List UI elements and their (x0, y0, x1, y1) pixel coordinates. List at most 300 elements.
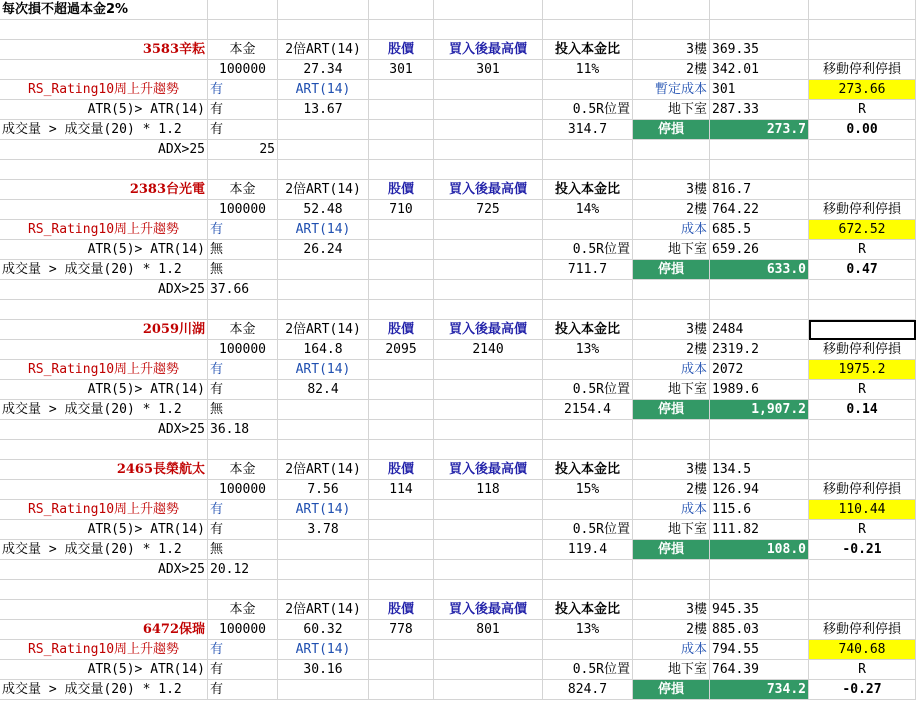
two-atr-value-cell[interactable]: 164.8 (278, 340, 369, 360)
cell[interactable] (434, 100, 543, 120)
cell[interactable] (278, 440, 369, 460)
cell[interactable] (0, 440, 208, 460)
high-after-buy-value-cell[interactable]: 118 (434, 480, 543, 500)
floor2-label-cell[interactable]: 2樓 (633, 200, 710, 220)
atr14-value-cell[interactable]: 82.4 (278, 380, 369, 400)
cell[interactable] (543, 640, 633, 660)
price-header-cell[interactable]: 股價 (369, 460, 434, 480)
adx-label-cell[interactable]: ADX>25 (0, 280, 208, 300)
atr-compare-label-cell[interactable]: ATR(5)> ATR(14) (0, 100, 208, 120)
adx-value-cell[interactable]: 20.12 (208, 560, 278, 580)
atr-compare-label-cell[interactable]: ATR(5)> ATR(14) (0, 520, 208, 540)
high-after-buy-value-cell[interactable]: 801 (434, 620, 543, 640)
cell[interactable] (0, 580, 208, 600)
half-r-label-cell[interactable]: 0.5R位置 (543, 380, 633, 400)
floor3-value-cell[interactable]: 369.35 (710, 40, 809, 60)
half-r-label-cell[interactable]: 0.5R位置 (543, 520, 633, 540)
cell[interactable] (633, 160, 710, 180)
stop-loss-label-cell[interactable]: 停損 (633, 400, 710, 420)
cost-label-cell[interactable]: 成本 (633, 220, 710, 240)
trailing-stop-label-cell[interactable]: 移動停利停損 (809, 620, 916, 640)
rs-flag-cell[interactable]: 有 (208, 500, 278, 520)
cell[interactable] (710, 580, 809, 600)
cell[interactable] (809, 160, 916, 180)
floor3-label-cell[interactable]: 3樓 (633, 600, 710, 620)
cell[interactable] (710, 300, 809, 320)
cell[interactable] (0, 300, 208, 320)
trailing-stop-value-cell[interactable]: 672.52 (809, 220, 916, 240)
cell[interactable] (434, 500, 543, 520)
cell[interactable] (369, 400, 434, 420)
rs-rating-label-cell[interactable]: RS_Rating10周上升趨勢 (0, 360, 208, 380)
principal-value-cell[interactable]: 100000 (208, 340, 278, 360)
stop-loss-label-cell[interactable]: 停損 (633, 540, 710, 560)
cell[interactable] (434, 400, 543, 420)
cell[interactable] (369, 120, 434, 140)
price-header-cell[interactable]: 股價 (369, 180, 434, 200)
cell[interactable] (278, 400, 369, 420)
half-r-value-cell[interactable]: 119.4 (543, 540, 633, 560)
cell[interactable] (543, 220, 633, 240)
adx-label-cell[interactable]: ADX>25 (0, 560, 208, 580)
cell[interactable] (0, 60, 208, 80)
floor3-label-cell[interactable]: 3樓 (633, 460, 710, 480)
cell[interactable] (434, 660, 543, 680)
cell[interactable] (369, 0, 434, 20)
basement-value-cell[interactable]: 764.39 (710, 660, 809, 680)
volume-compare-label-cell[interactable]: 成交量 > 成交量(20) * 1.2 (0, 680, 208, 700)
r-value-cell[interactable]: -0.21 (809, 540, 916, 560)
cell[interactable] (434, 440, 543, 460)
adx-label-cell[interactable]: ADX>25 (0, 140, 208, 160)
trailing-stop-label-cell[interactable]: 移動停利停損 (809, 340, 916, 360)
principal-value-cell[interactable]: 100000 (208, 480, 278, 500)
rs-rating-label-cell[interactable]: RS_Rating10周上升趨勢 (0, 640, 208, 660)
invest-ratio-value-cell[interactable]: 15% (543, 480, 633, 500)
r-label-cell[interactable]: R (809, 100, 916, 120)
r-value-cell[interactable]: 0.47 (809, 260, 916, 280)
stop-loss-value-cell[interactable]: 108.0 (710, 540, 809, 560)
cell[interactable] (369, 260, 434, 280)
cell[interactable] (710, 280, 809, 300)
floor3-value-cell[interactable]: 945.35 (710, 600, 809, 620)
cell[interactable] (434, 300, 543, 320)
cell[interactable] (710, 560, 809, 580)
floor2-label-cell[interactable]: 2樓 (633, 340, 710, 360)
half-r-label-cell[interactable]: 0.5R位置 (543, 240, 633, 260)
r-value-cell[interactable]: 0.14 (809, 400, 916, 420)
cell[interactable] (369, 500, 434, 520)
cost-label-cell[interactable]: 成本 (633, 640, 710, 660)
floor2-value-cell[interactable]: 2319.2 (710, 340, 809, 360)
price-value-cell[interactable]: 301 (369, 60, 434, 80)
volume-compare-label-cell[interactable]: 成交量 > 成交量(20) * 1.2 (0, 260, 208, 280)
cell[interactable] (369, 560, 434, 580)
cell[interactable] (369, 420, 434, 440)
cell[interactable] (278, 420, 369, 440)
basement-value-cell[interactable]: 287.33 (710, 100, 809, 120)
invest-ratio-header-cell[interactable]: 投入本金比 (543, 180, 633, 200)
cell[interactable] (208, 0, 278, 20)
stop-loss-label-cell[interactable]: 停損 (633, 680, 710, 700)
cell[interactable] (434, 240, 543, 260)
cell[interactable] (369, 540, 434, 560)
cell[interactable] (0, 340, 208, 360)
cell[interactable] (543, 440, 633, 460)
high-after-buy-header-cell[interactable]: 買入後最高價 (434, 180, 543, 200)
cell[interactable] (369, 660, 434, 680)
stop-loss-value-cell[interactable]: 273.7 (710, 120, 809, 140)
selected-cell[interactable] (809, 320, 916, 340)
cost-value-cell[interactable]: 2072 (710, 360, 809, 380)
two-atr-header-cell[interactable]: 2倍ART(14) (278, 40, 369, 60)
volume-flag-cell[interactable]: 有 (208, 680, 278, 700)
cell[interactable] (809, 560, 916, 580)
cell[interactable] (543, 280, 633, 300)
adx-value-cell[interactable]: 25 (208, 140, 278, 160)
cell[interactable] (543, 160, 633, 180)
cell[interactable] (809, 40, 916, 60)
adx-value-cell[interactable]: 37.66 (208, 280, 278, 300)
cell[interactable] (369, 140, 434, 160)
cell[interactable] (369, 580, 434, 600)
atr14-value-cell[interactable]: 26.24 (278, 240, 369, 260)
cell[interactable] (0, 20, 208, 40)
principal-header-cell[interactable]: 本金 (208, 460, 278, 480)
floor2-label-cell[interactable]: 2樓 (633, 480, 710, 500)
cell[interactable] (434, 380, 543, 400)
cell[interactable] (434, 580, 543, 600)
basement-label-cell[interactable]: 地下室 (633, 240, 710, 260)
cell[interactable] (543, 0, 633, 20)
half-r-value-cell[interactable]: 314.7 (543, 120, 633, 140)
cell[interactable] (710, 420, 809, 440)
cell[interactable] (809, 420, 916, 440)
cost-label-cell[interactable]: 成本 (633, 500, 710, 520)
floor3-value-cell[interactable]: 816.7 (710, 180, 809, 200)
high-after-buy-value-cell[interactable]: 301 (434, 60, 543, 80)
cost-label-cell[interactable]: 成本 (633, 360, 710, 380)
cell[interactable] (0, 200, 208, 220)
trailing-stop-label-cell[interactable]: 移動停利停損 (809, 200, 916, 220)
cell[interactable] (543, 500, 633, 520)
cell[interactable] (369, 640, 434, 660)
cell[interactable] (369, 680, 434, 700)
floor2-value-cell[interactable]: 885.03 (710, 620, 809, 640)
price-header-cell[interactable]: 股價 (369, 40, 434, 60)
rs-flag-cell[interactable]: 有 (208, 640, 278, 660)
principal-header-cell[interactable]: 本金 (208, 40, 278, 60)
atr14-value-cell[interactable]: 3.78 (278, 520, 369, 540)
half-r-label-cell[interactable]: 0.5R位置 (543, 100, 633, 120)
art14-label-cell[interactable]: ART(14) (278, 80, 369, 100)
cell[interactable] (278, 580, 369, 600)
art14-label-cell[interactable]: ART(14) (278, 220, 369, 240)
cell[interactable] (809, 460, 916, 480)
cell[interactable] (278, 680, 369, 700)
price-header-cell[interactable]: 股價 (369, 600, 434, 620)
invest-ratio-header-cell[interactable]: 投入本金比 (543, 460, 633, 480)
cell[interactable] (710, 160, 809, 180)
cost-value-cell[interactable]: 794.55 (710, 640, 809, 660)
half-r-value-cell[interactable]: 824.7 (543, 680, 633, 700)
cell[interactable] (208, 20, 278, 40)
volume-flag-cell[interactable]: 無 (208, 540, 278, 560)
cell[interactable] (633, 140, 710, 160)
rs-flag-cell[interactable]: 有 (208, 360, 278, 380)
cell[interactable] (633, 420, 710, 440)
cell[interactable] (434, 20, 543, 40)
art14-label-cell[interactable]: ART(14) (278, 360, 369, 380)
principal-header-cell[interactable]: 本金 (208, 320, 278, 340)
stock-name-cell[interactable]: 2383台光電 (0, 180, 208, 200)
cell[interactable] (543, 20, 633, 40)
cell[interactable] (543, 300, 633, 320)
cell[interactable] (369, 520, 434, 540)
cost-value-cell[interactable]: 685.5 (710, 220, 809, 240)
cell[interactable] (809, 280, 916, 300)
cell[interactable] (278, 160, 369, 180)
price-header-cell[interactable]: 股價 (369, 320, 434, 340)
cell[interactable] (543, 560, 633, 580)
rs-rating-label-cell[interactable]: RS_Rating10周上升趨勢 (0, 80, 208, 100)
trailing-stop-value-cell[interactable]: 740.68 (809, 640, 916, 660)
cell[interactable] (0, 480, 208, 500)
cell[interactable] (543, 420, 633, 440)
r-value-cell[interactable]: 0.00 (809, 120, 916, 140)
invest-ratio-header-cell[interactable]: 投入本金比 (543, 320, 633, 340)
floor3-value-cell[interactable]: 134.5 (710, 460, 809, 480)
floor2-value-cell[interactable]: 126.94 (710, 480, 809, 500)
floor2-value-cell[interactable]: 764.22 (710, 200, 809, 220)
half-r-label-cell[interactable]: 0.5R位置 (543, 660, 633, 680)
r-value-cell[interactable]: -0.27 (809, 680, 916, 700)
volume-compare-label-cell[interactable]: 成交量 > 成交量(20) * 1.2 (0, 400, 208, 420)
atr-compare-label-cell[interactable]: ATR(5)> ATR(14) (0, 660, 208, 680)
stock-name-cell[interactable]: 2059川湖 (0, 320, 208, 340)
cell[interactable] (710, 140, 809, 160)
half-r-value-cell[interactable]: 711.7 (543, 260, 633, 280)
basement-label-cell[interactable]: 地下室 (633, 660, 710, 680)
rs-rating-label-cell[interactable]: RS_Rating10周上升趨勢 (0, 220, 208, 240)
cell[interactable] (278, 20, 369, 40)
cell[interactable] (434, 540, 543, 560)
principal-value-cell[interactable]: 100000 (208, 60, 278, 80)
atr14-value-cell[interactable]: 13.67 (278, 100, 369, 120)
cell[interactable] (633, 20, 710, 40)
cost-value-cell[interactable]: 115.6 (710, 500, 809, 520)
invest-ratio-value-cell[interactable]: 13% (543, 340, 633, 360)
basement-value-cell[interactable]: 659.26 (710, 240, 809, 260)
cell[interactable] (543, 360, 633, 380)
r-label-cell[interactable]: R (809, 380, 916, 400)
volume-flag-cell[interactable]: 無 (208, 400, 278, 420)
cell[interactable] (633, 0, 710, 20)
cell[interactable] (434, 680, 543, 700)
principal-value-cell[interactable]: 100000 (208, 200, 278, 220)
cell[interactable] (278, 140, 369, 160)
stop-loss-value-cell[interactable]: 734.2 (710, 680, 809, 700)
cell[interactable] (434, 220, 543, 240)
sheet-title[interactable]: 每次損不超過本金2% (0, 0, 208, 20)
stop-loss-label-cell[interactable]: 停損 (633, 260, 710, 280)
cell[interactable] (434, 420, 543, 440)
art14-label-cell[interactable]: ART(14) (278, 500, 369, 520)
trailing-stop-label-cell[interactable]: 移動停利停損 (809, 480, 916, 500)
stock-name-cell[interactable]: 3583辛耘 (0, 40, 208, 60)
cell[interactable] (369, 20, 434, 40)
cell[interactable] (809, 600, 916, 620)
invest-ratio-header-cell[interactable]: 投入本金比 (543, 40, 633, 60)
basement-value-cell[interactable]: 111.82 (710, 520, 809, 540)
volume-flag-cell[interactable]: 無 (208, 260, 278, 280)
stop-loss-value-cell[interactable]: 633.0 (710, 260, 809, 280)
cell[interactable] (543, 80, 633, 100)
cell[interactable] (434, 80, 543, 100)
atr-flag-cell[interactable]: 有 (208, 100, 278, 120)
invest-ratio-value-cell[interactable]: 14% (543, 200, 633, 220)
cell[interactable] (809, 20, 916, 40)
cell[interactable] (0, 600, 208, 620)
adx-label-cell[interactable]: ADX>25 (0, 420, 208, 440)
cell[interactable] (633, 580, 710, 600)
floor2-label-cell[interactable]: 2樓 (633, 620, 710, 640)
floor3-label-cell[interactable]: 3樓 (633, 320, 710, 340)
principal-header-cell[interactable]: 本金 (208, 180, 278, 200)
volume-compare-label-cell[interactable]: 成交量 > 成交量(20) * 1.2 (0, 120, 208, 140)
cell[interactable] (369, 280, 434, 300)
trailing-stop-value-cell[interactable]: 273.66 (809, 80, 916, 100)
cell[interactable] (809, 140, 916, 160)
cell[interactable] (369, 220, 434, 240)
cell[interactable] (809, 0, 916, 20)
cell[interactable] (809, 180, 916, 200)
cell[interactable] (543, 580, 633, 600)
price-value-cell[interactable]: 778 (369, 620, 434, 640)
cell[interactable] (434, 0, 543, 20)
high-after-buy-header-cell[interactable]: 買入後最高價 (434, 600, 543, 620)
cell[interactable] (434, 280, 543, 300)
price-value-cell[interactable]: 2095 (369, 340, 434, 360)
volume-compare-label-cell[interactable]: 成交量 > 成交量(20) * 1.2 (0, 540, 208, 560)
price-value-cell[interactable]: 114 (369, 480, 434, 500)
cell[interactable] (809, 580, 916, 600)
price-value-cell[interactable]: 710 (369, 200, 434, 220)
atr-compare-label-cell[interactable]: ATR(5)> ATR(14) (0, 380, 208, 400)
cell[interactable] (710, 0, 809, 20)
invest-ratio-header-cell[interactable]: 投入本金比 (543, 600, 633, 620)
stock-name-cell[interactable]: 2465長榮航太 (0, 460, 208, 480)
two-atr-value-cell[interactable]: 7.56 (278, 480, 369, 500)
cell[interactable] (434, 520, 543, 540)
cell[interactable] (434, 160, 543, 180)
cell[interactable] (369, 380, 434, 400)
cell[interactable] (278, 300, 369, 320)
cell[interactable] (434, 140, 543, 160)
rs-flag-cell[interactable]: 有 (208, 220, 278, 240)
adx-value-cell[interactable]: 36.18 (208, 420, 278, 440)
cell[interactable] (710, 20, 809, 40)
invest-ratio-value-cell[interactable]: 11% (543, 60, 633, 80)
cell[interactable] (434, 560, 543, 580)
principal-value-cell[interactable]: 100000 (208, 620, 278, 640)
cell[interactable] (278, 260, 369, 280)
cell[interactable] (633, 280, 710, 300)
cell[interactable] (633, 300, 710, 320)
trailing-stop-label-cell[interactable]: 移動停利停損 (809, 60, 916, 80)
atr-flag-cell[interactable]: 有 (208, 520, 278, 540)
cell[interactable] (208, 580, 278, 600)
cell[interactable] (369, 160, 434, 180)
cell[interactable] (369, 300, 434, 320)
cell[interactable] (278, 0, 369, 20)
cell[interactable] (809, 440, 916, 460)
half-r-value-cell[interactable]: 2154.4 (543, 400, 633, 420)
cell[interactable] (710, 440, 809, 460)
cell[interactable] (434, 360, 543, 380)
atr-flag-cell[interactable]: 無 (208, 240, 278, 260)
cell[interactable] (434, 640, 543, 660)
basement-label-cell[interactable]: 地下室 (633, 520, 710, 540)
cell[interactable] (208, 440, 278, 460)
floor3-label-cell[interactable]: 3樓 (633, 180, 710, 200)
stock-name-cell[interactable]: 6472保瑞 (0, 620, 208, 640)
stop-loss-value-cell[interactable]: 1,907.2 (710, 400, 809, 420)
basement-label-cell[interactable]: 地下室 (633, 380, 710, 400)
two-atr-value-cell[interactable]: 27.34 (278, 60, 369, 80)
cell[interactable] (0, 160, 208, 180)
atr-compare-label-cell[interactable]: ATR(5)> ATR(14) (0, 240, 208, 260)
cell[interactable] (278, 540, 369, 560)
trailing-stop-value-cell[interactable]: 110.44 (809, 500, 916, 520)
rs-flag-cell[interactable]: 有 (208, 80, 278, 100)
atr-flag-cell[interactable]: 有 (208, 380, 278, 400)
two-atr-header-cell[interactable]: 2倍ART(14) (278, 320, 369, 340)
cell[interactable] (278, 560, 369, 580)
cell[interactable] (633, 560, 710, 580)
r-label-cell[interactable]: R (809, 520, 916, 540)
high-after-buy-header-cell[interactable]: 買入後最高價 (434, 320, 543, 340)
cell[interactable] (434, 120, 543, 140)
cell[interactable] (369, 360, 434, 380)
two-atr-value-cell[interactable]: 60.32 (278, 620, 369, 640)
basement-label-cell[interactable]: 地下室 (633, 100, 710, 120)
trailing-stop-value-cell[interactable]: 1975.2 (809, 360, 916, 380)
cell[interactable] (369, 100, 434, 120)
cell[interactable] (208, 300, 278, 320)
r-label-cell[interactable]: R (809, 660, 916, 680)
principal-header-cell[interactable]: 本金 (208, 600, 278, 620)
rs-rating-label-cell[interactable]: RS_Rating10周上升趨勢 (0, 500, 208, 520)
high-after-buy-header-cell[interactable]: 買入後最高價 (434, 460, 543, 480)
high-after-buy-value-cell[interactable]: 2140 (434, 340, 543, 360)
cell[interactable] (633, 440, 710, 460)
cell[interactable] (369, 240, 434, 260)
cell[interactable] (369, 440, 434, 460)
art14-label-cell[interactable]: ART(14) (278, 640, 369, 660)
volume-flag-cell[interactable]: 有 (208, 120, 278, 140)
high-after-buy-value-cell[interactable]: 725 (434, 200, 543, 220)
basement-value-cell[interactable]: 1989.6 (710, 380, 809, 400)
atr-flag-cell[interactable]: 有 (208, 660, 278, 680)
cell[interactable] (434, 260, 543, 280)
atr14-value-cell[interactable]: 30.16 (278, 660, 369, 680)
r-label-cell[interactable]: R (809, 240, 916, 260)
floor2-value-cell[interactable]: 342.01 (710, 60, 809, 80)
stop-loss-label-cell[interactable]: 停損 (633, 120, 710, 140)
two-atr-value-cell[interactable]: 52.48 (278, 200, 369, 220)
cell[interactable] (543, 140, 633, 160)
